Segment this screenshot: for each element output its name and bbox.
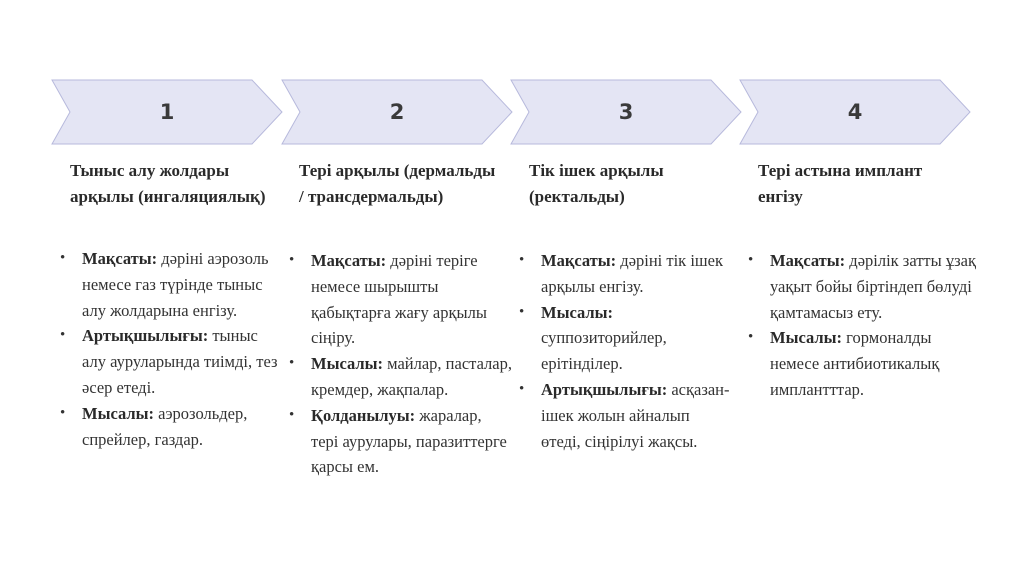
point-text: дәріні тік ішек арқылы енгізу. [541, 251, 723, 296]
point-text: асқазан-ішек жолын айналып өтеді, сіңірілуі жақсы. [541, 379, 730, 451]
point-key: Қолданылуы: [311, 405, 416, 425]
step-chevron-2 [282, 80, 512, 144]
step-number-1: 1 [159, 100, 175, 124]
bullet-icon: • [519, 252, 525, 268]
step-number-3: 3 [618, 100, 634, 124]
step-points-1 [58, 246, 283, 452]
point-text: аэрозольдер, спрейлер, газдар. [82, 403, 248, 449]
point-key: Мысалы: [82, 403, 155, 423]
step-column-1 [60, 158, 278, 449]
step-title-2: Тері арқылы (дермальды / трансдермальды) [299, 161, 496, 206]
list-item [58, 401, 283, 453]
point-key: Мақсаты: [311, 251, 387, 270]
point-text: тыныс алу ауруларында тиімді, тез әсер етеді. [82, 326, 278, 397]
bullet-icon: • [60, 250, 66, 266]
point-key: Мақсаты: [770, 251, 846, 270]
point-text: суппозиторийлер, ерітінділер. [541, 328, 667, 374]
list-item [746, 248, 976, 325]
step-points-3 [517, 248, 732, 454]
point-key: Артықшылығы: [82, 326, 209, 346]
point-key: Мысалы: [311, 354, 384, 374]
step-points-4 [746, 248, 976, 403]
bullet-icon: • [289, 355, 295, 372]
step-chevron-3 [511, 80, 741, 144]
list-item [517, 377, 732, 454]
bullet-icon: • [748, 329, 754, 346]
point-text: гормоналды немесе антибиотикалық имплантттар. [770, 328, 940, 399]
bullet-icon: • [289, 252, 295, 268]
list-item [58, 246, 283, 323]
bullet-icon: • [60, 327, 66, 344]
list-item [517, 300, 732, 377]
list-item [287, 248, 512, 351]
list-item [287, 351, 512, 403]
bullet-icon: • [519, 303, 525, 320]
step-title-3: Тік ішек арқылы (ректальды) [529, 161, 664, 206]
step-number-4: 4 [847, 100, 863, 124]
bullet-icon: • [60, 404, 66, 421]
step-chevron-4 [740, 80, 970, 144]
list-item [58, 323, 283, 400]
point-key: Мақсаты: [82, 249, 158, 268]
point-text: дәріні аэрозоль немесе газ түрінде тыныс алу жолдарына енгізу. [82, 249, 269, 320]
step-number-2: 2 [389, 100, 405, 124]
step-column-2 [289, 158, 512, 477]
step-column-3 [519, 158, 730, 451]
bullet-icon: • [748, 252, 754, 268]
point-key: Мысалы: [541, 302, 614, 322]
step-title-1: Тыныс алу жолдары арқылы (ингаляциялық) [70, 161, 266, 206]
list-item [517, 248, 732, 300]
step-points-2 [287, 248, 512, 480]
point-key: Мақсаты: [541, 251, 617, 270]
step-column-4 [748, 158, 976, 399]
point-text: дәріні теріге немесе шырышты қабықтарға жағу арқылы сіңіру. [311, 251, 487, 348]
bullet-icon: • [289, 406, 295, 423]
point-text: дәрілік затты ұзақ уақыт бойы біртіндеп бөлуді қамтамасыз ету. [770, 251, 976, 322]
point-text: майлар, пасталар, кремдер, жақпалар. [311, 354, 512, 399]
step-chevron-1 [52, 80, 282, 144]
point-key: Артықшылығы: [541, 379, 668, 399]
point-text: жаралар, тері аурулары, паразиттерге қарсы ем. [311, 405, 507, 477]
point-key: Мысалы: [770, 328, 843, 348]
list-item [746, 325, 976, 402]
bullet-icon: • [519, 380, 525, 397]
step-title-4: Тері астына имплант енгізу [758, 161, 923, 206]
list-item [287, 403, 512, 480]
